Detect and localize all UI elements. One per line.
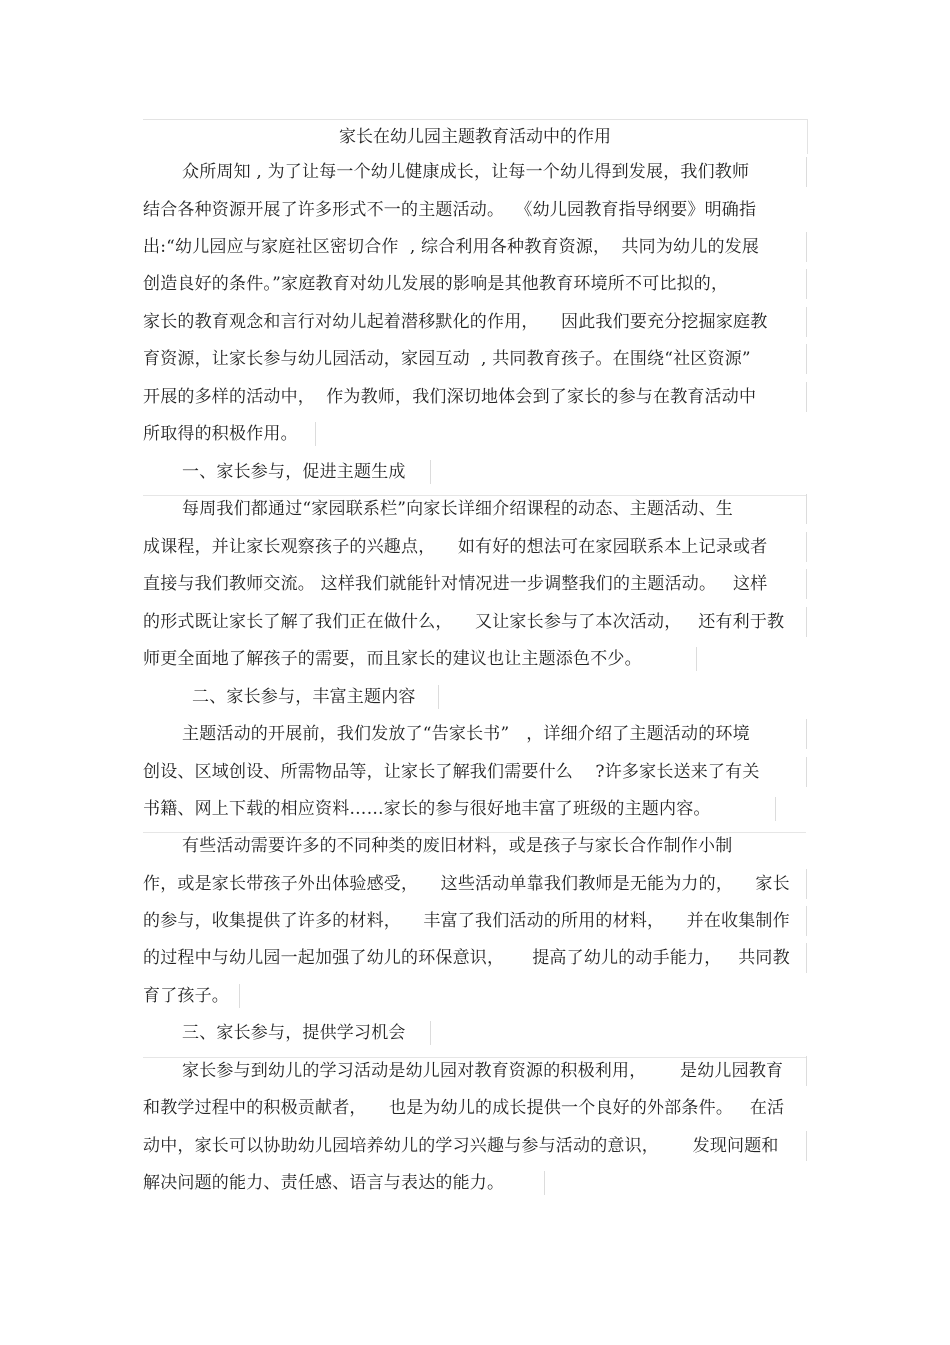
cell-border [775,797,776,821]
cell-border [430,1021,431,1045]
paragraph-line: 和教学过程中的积极贡献者， 也是为幼儿的成长提供一个良好的外部条件。 在活 [143,1098,785,1118]
paragraph-line: 创设、区域创设、所需物品等，让家长了解我们需要什么 ?许多家长送来了有关 [143,762,760,782]
section-heading: 三、家长参与，提供学习机会 [182,1023,406,1043]
paragraph-line: 家长的教育观念和言行对幼儿起着潜移默化的作用， 因此我们要充分挖掘家庭教 [143,312,768,332]
paragraph-line: 出:“幼儿园应与家庭社区密切合作 , 综合利用各种教育资源， 共同为幼儿的发展 [143,237,760,257]
paragraph-line: 创造良好的条件。”家庭教育对幼儿发展的影响是其他教育环境所不可比拟的， [143,274,729,294]
paragraph-line: 成课程，并让家长观察孩子的兴趣点， 如有好的想法可在家园联系本上记录或者 [143,537,768,557]
section-heading: 一、家长参与，促进主题生成 [182,462,406,482]
cell-border [806,494,807,524]
paragraph-line: 的参与，收集提供了许多的材料， 丰富了我们活动的所用的材料， 并在收集制作 [143,911,790,931]
cell-border [806,757,807,787]
cell-border [143,832,806,833]
cell-border [239,984,240,1008]
paragraph-line: 每周我们都通过“家园联系栏”向家长详细介绍课程的动态、主题活动、生 [182,499,733,519]
paragraph-line: 开展的多样的活动中， 作为教师，我们深切地体会到了家长的参与在教育活动中 [143,387,757,407]
document-title: 家长在幼儿园主题教育活动中的作用 [143,119,808,154]
cell-border [806,569,807,599]
paragraph-line: 育了孩子。 [143,986,229,1006]
paragraph-line: 主题活动的开展前，我们发放了“告家长书” ，详细介绍了主题活动的环境 [182,724,750,744]
cell-border [806,906,807,936]
cell-border [806,157,807,187]
cell-border [806,269,807,299]
paragraph-line: 解决问题的能力、责任感、语言与表达的能力。 [143,1173,505,1193]
paragraph-line: 家长参与到幼儿的学习活动是幼儿园对教育资源的积极利用， 是幼儿园教育 [182,1061,784,1081]
cell-border [806,719,807,749]
cell-border [430,460,431,484]
paragraph-line: 动中，家长可以协助幼儿园培养幼儿的学习兴趣与参与活动的意识， 发现问题和 [143,1136,779,1156]
cell-border [438,685,439,709]
cell-border [806,344,807,374]
paragraph-line: 的形式既让家长了解了我们正在做什么， 又让家长参与了本次活动， 还有利于教 [143,612,785,632]
cell-border [806,307,807,337]
paragraph-line: 育资源，让家长参与幼儿园活动，家园互动 , 共同教育孩子。在围绕“社区资源” [143,349,751,369]
cell-border [143,495,806,496]
paragraph-line: 结合各种资源开展了许多形式不一的主题活动。 《幼儿园教育指导纲要》明确指 [143,200,757,220]
cell-border [806,1056,807,1086]
cell-border [696,647,697,671]
paragraph-line: 作，或是家长带孩子外出体验感受， 这些活动单靠我们教师是无能为力的， 家长 [143,874,790,894]
cell-border [143,1057,806,1058]
paragraph-line: 师更全面地了解孩子的需要，而且家长的建议也让主题添色不少。 [143,649,642,669]
cell-border [806,869,807,899]
cell-border [806,232,807,262]
cell-border [544,1171,545,1195]
cell-border [806,1131,807,1161]
paragraph-line: 的过程中与幼儿园一起加强了幼儿的环保意识， 提高了幼儿的动手能力， 共同教 [143,948,790,968]
paragraph-line: 众所周知 , 为了让每一个幼儿健康成长，让每一个幼儿得到发展，我们教师 [182,162,750,182]
section-heading: 二、家长参与，丰富主题内容 [192,687,416,707]
cell-border [806,943,807,973]
cell-border [806,382,807,412]
cell-border [315,422,316,446]
paragraph-line: 所取得的积极作用。 [143,424,298,444]
cell-border [806,607,807,637]
paragraph-line: 书籍、网上下载的相应资料……家长的参与很好地丰富了班级的主题内容。 [143,799,711,819]
paragraph-line: 有些活动需要许多的不同种类的废旧材料，或是孩子与家长合作制作小制 [182,836,733,856]
paragraph-line: 直接与我们教师交流。 这样我们就能针对情况进一步调整我们的主题活动。 这样 [143,574,768,594]
cell-border [806,532,807,562]
